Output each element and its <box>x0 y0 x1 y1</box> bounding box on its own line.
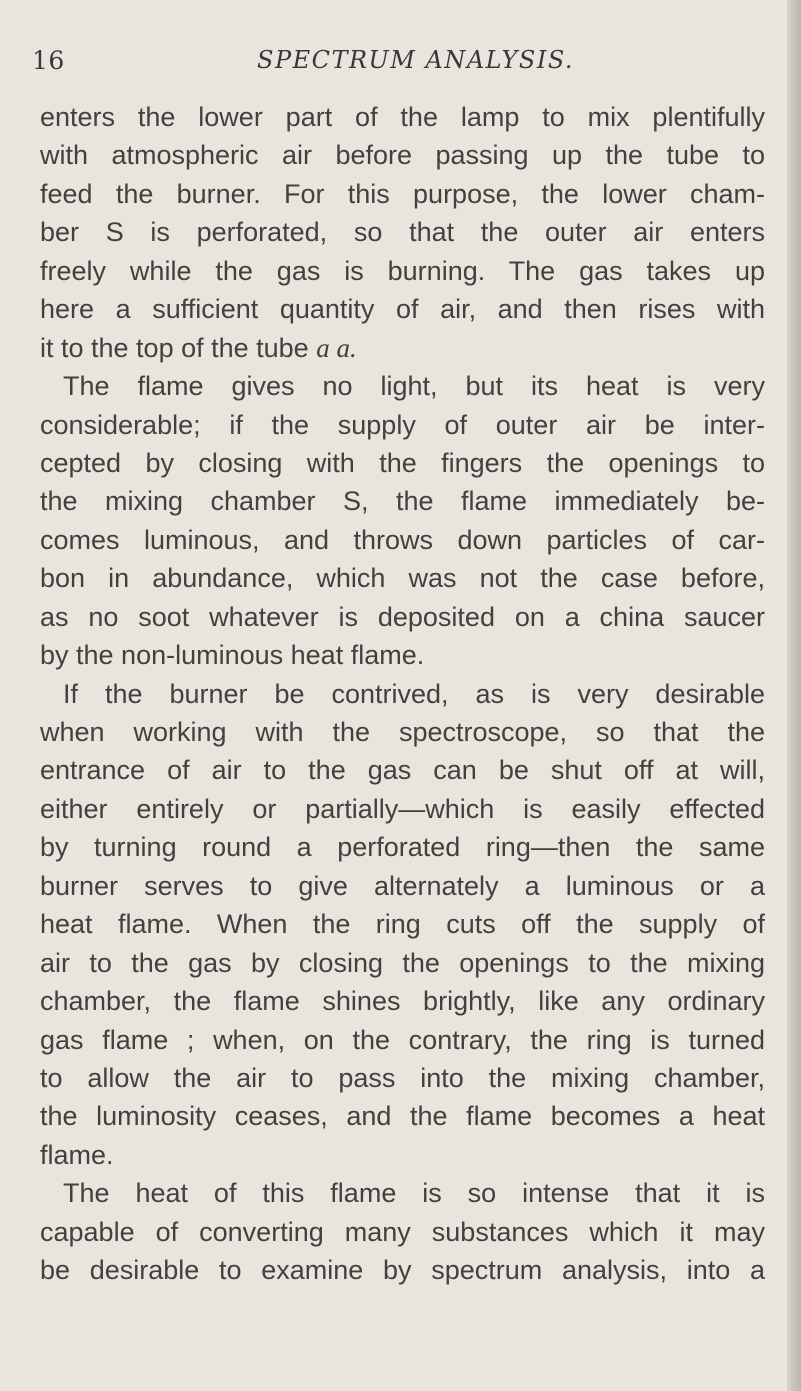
text-line-6: here a sufficient quantity of air, and then rises with <box>40 294 765 325</box>
text-line-17: when working with the spectroscope, so that the <box>40 717 765 747</box>
text-line-9: considerable; if the supply of outer air be inter- <box>40 409 765 440</box>
text-line-28: flame. <box>40 1139 114 1170</box>
text-line-22: heat flame. When the ring cuts off the supply of <box>40 909 765 940</box>
text-line-26: to allow the air to pass into the mixing chamber, <box>40 1062 765 1093</box>
text-line-30: capable of converting many substances which it may <box>40 1216 765 1247</box>
text-line-7-main: it to the top of the tube <box>40 332 309 363</box>
page-edge <box>787 0 801 1391</box>
text-line-15: by the non-luminous heat flame. <box>40 640 425 671</box>
text-line-14: as no soot whatever is deposited on a china saucer <box>40 601 765 632</box>
text-line-4: ber S is perforated, so that the outer air enters <box>40 217 765 248</box>
text-line-3: feed the burner. For this purpose, the lower cham- <box>40 178 765 209</box>
page-header <box>32 46 772 82</box>
text-line-8: The flame gives no light, but its heat is very <box>63 371 765 402</box>
text-line-29: The heat of this flame is so intense that it is <box>63 1178 765 1209</box>
text-line-18: entrance of air to the gas can be shut off at will, <box>40 755 765 786</box>
text-line-16: If the burner be contrived, as is very desirable <box>63 678 765 709</box>
body-text <box>40 98 765 1290</box>
running-title: SPECTRUM ANALYSIS. <box>257 46 575 74</box>
text-line-31: be desirable to examine by spectrum analysis, into a <box>40 1255 765 1286</box>
text-line-11: the mixing chamber S, the flame immediately be- <box>40 486 765 517</box>
text-line-5: freely while the gas is burning. The gas takes up <box>40 255 765 286</box>
tube-label: a a. <box>316 332 357 363</box>
text-line-1: enters the lower part of the lamp to mix plentifully <box>40 102 765 132</box>
text-line-25: gas flame ; when, on the contrary, the ring is turned <box>40 1024 765 1055</box>
text-line-12: comes luminous, and throws down particles of car- <box>40 524 765 555</box>
text-line-19: either entirely or partially—which is easily effected <box>40 793 765 824</box>
text-line-13: bon in abundance, which was not the case before, <box>40 563 765 594</box>
text-line-27: the luminosity ceases, and the flame becomes a heat <box>40 1101 765 1132</box>
page-number: 16 <box>32 46 65 75</box>
text-line-24: chamber, the flame shines brightly, like any ordinary <box>40 986 765 1017</box>
text-line-20: by turning round a perforated ring—then the same <box>40 832 765 863</box>
text-line-23: air to the gas by closing the openings to the mixing <box>40 947 765 978</box>
text-line-10: cepted by closing with the fingers the openings to <box>40 447 765 478</box>
text-line-7 <box>40 329 765 367</box>
text-line-2: with atmospheric air before passing up the tube to <box>40 140 765 171</box>
text-line-21: burner serves to give alternately a luminous or a <box>40 870 765 901</box>
